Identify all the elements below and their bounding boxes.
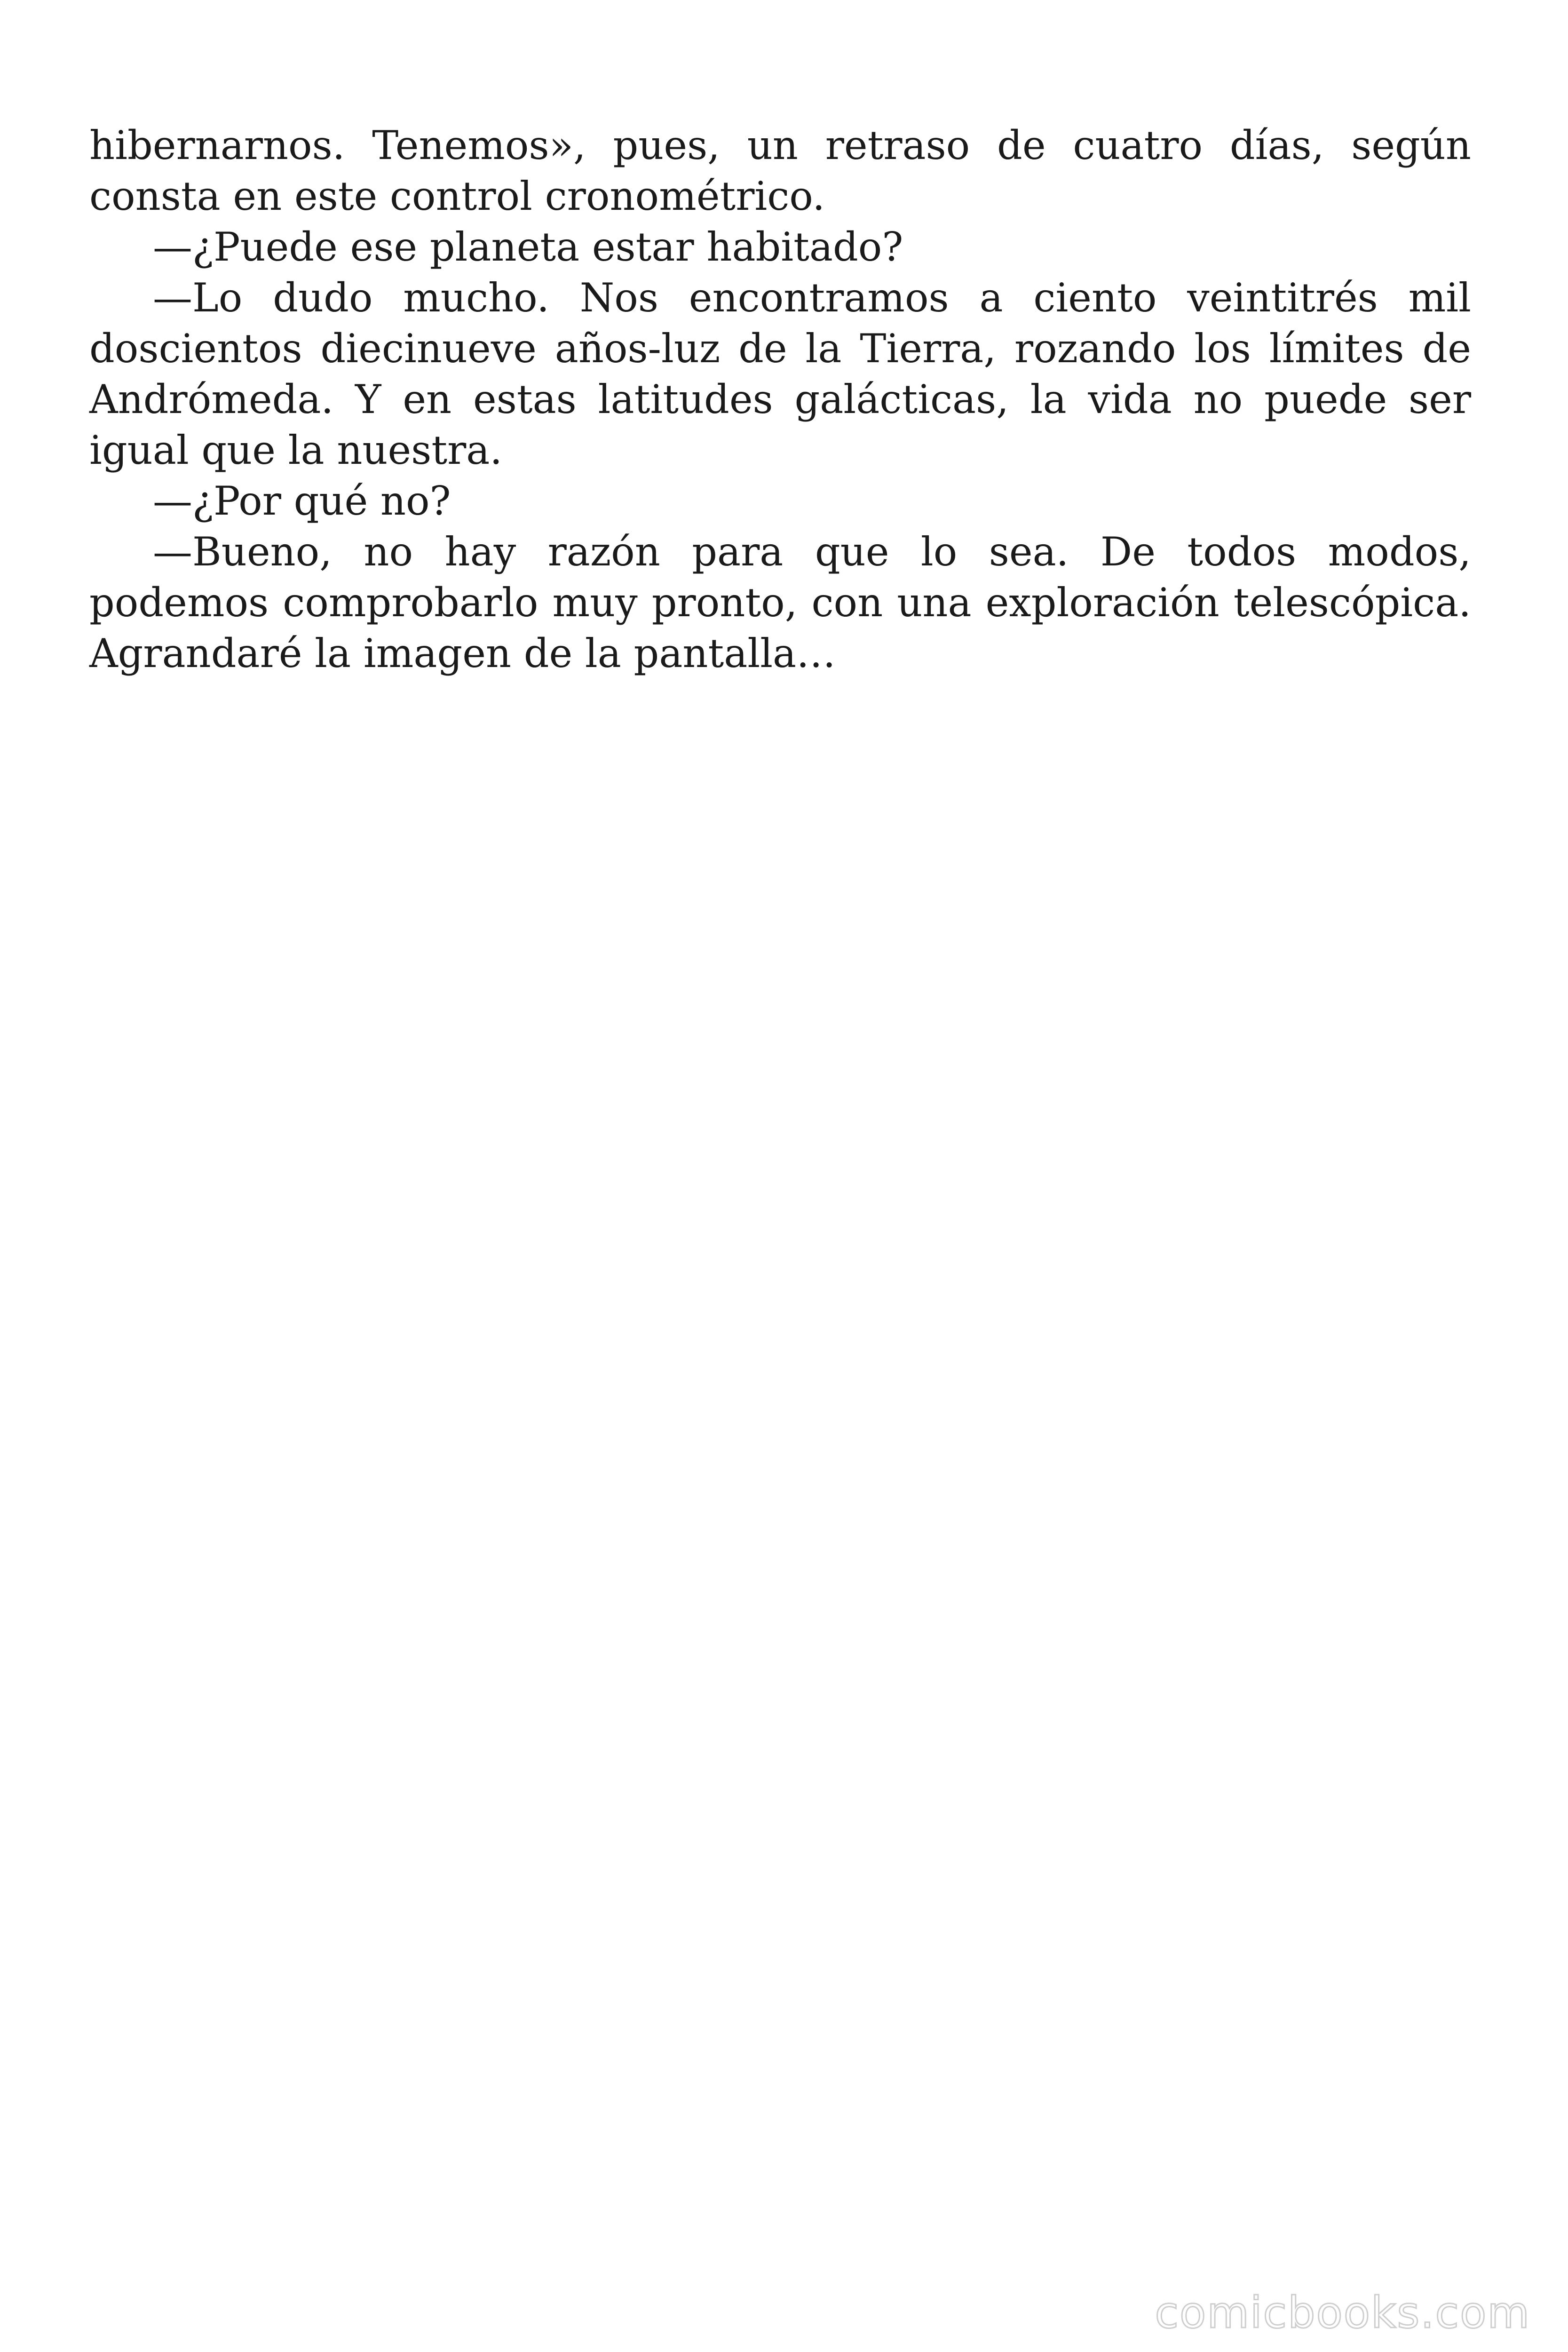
paragraph-1: hibernarnos. Tenemos», pues, un retraso de cuatro días, según consta en este control cronométrico.: [89, 122, 1471, 219]
paragraph-5: —Bueno, no hay razón para que lo sea. De todos modos, podemos comprobarlo muy pronto, con una exploración telescópica. Agrandaré la imagen de la pantalla…: [89, 529, 1471, 676]
paragraph-4: —¿Por qué no?: [153, 478, 451, 524]
paragraph-2: —¿Puede ese planeta estar habitado?: [153, 224, 903, 270]
paragraph-3: —Lo dudo mucho. Nos encontramos a ciento veintitrés mil doscientos diecinueve años-luz de la Tierra, rozando los límites de Andrómeda. Y en estas latitudes galácticas, la vida no puede ser igual que la nuestra.: [89, 275, 1471, 473]
watermark: comicbooks.com: [1155, 2288, 1530, 2338]
body-text: [89, 120, 1471, 679]
